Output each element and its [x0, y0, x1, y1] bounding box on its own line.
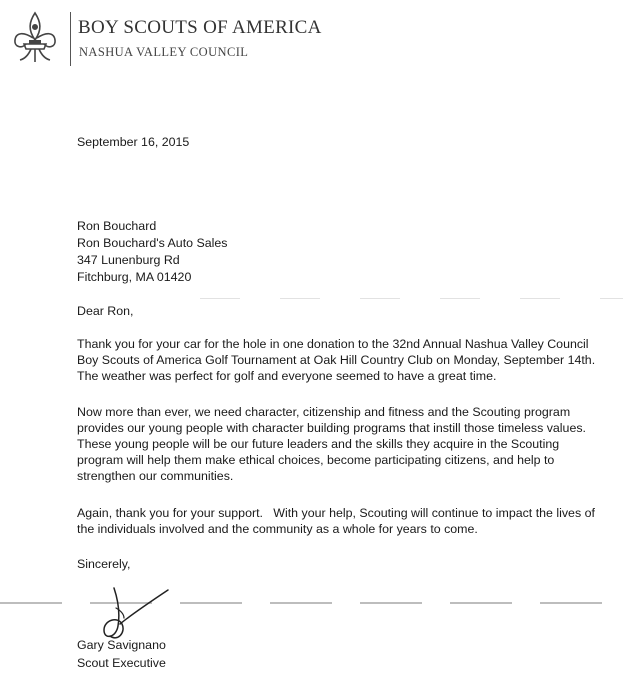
recipient-city: Fitchburg, MA 01420 [77, 270, 192, 284]
paragraph-line: The weather was perfect for golf and everyone seemed to have a great time. [77, 369, 497, 383]
paragraph-3 [77, 505, 617, 537]
paragraph-line: the individuals involved and the community as a whole for years to come. [77, 522, 478, 536]
closing: Sincerely, [77, 557, 131, 571]
recipient-street: 347 Lunenburg Rd [77, 253, 180, 267]
paragraph-line: Now more than ever, we need character, citizenship and fitness and the Scouting program [77, 405, 571, 419]
paragraph-line: strengthen our communities. [77, 469, 234, 483]
paragraph-line: provides our young people with character building programs that instill those timeless values. [77, 421, 586, 435]
recipient-name: Ron Bouchard [77, 219, 157, 233]
signer-title: Scout Executive [77, 656, 166, 670]
scan-artifact-line [200, 298, 623, 299]
recipient-company: Ron Bouchard's Auto Sales [77, 236, 228, 250]
signer-name: Gary Savignano [77, 638, 166, 652]
paragraph-line: These young people will be our future leaders and the skills they acquire in the Scouting [77, 437, 560, 451]
paragraph-1 [77, 336, 617, 384]
fleur-de-lis-logo-icon [12, 10, 58, 66]
council-name: NASHUA VALLEY COUNCIL [79, 45, 249, 59]
letter-date: September 16, 2015 [77, 135, 190, 149]
org-name: BOY SCOUTS OF AMERICA [78, 17, 322, 38]
paragraph-line: Again, thank you for your support. With your help, Scouting will continue to impact the lives of [77, 506, 595, 520]
scan-fold-line [0, 602, 623, 604]
paragraph-line: Boy Scouts of America Golf Tournament at Oak Hill Country Club on Monday, September 14th. [77, 353, 596, 367]
paragraph-2 [77, 404, 617, 484]
paragraph-line: Thank you for your car for the hole in one donation to the 32nd Annual Nashua Valley Council [77, 337, 589, 351]
paragraph-line: program will help them make ethical choices, become participating citizens, and help to [77, 453, 555, 467]
salutation: Dear Ron, [77, 304, 134, 318]
letterhead-divider [70, 12, 71, 66]
letterhead [12, 10, 322, 70]
